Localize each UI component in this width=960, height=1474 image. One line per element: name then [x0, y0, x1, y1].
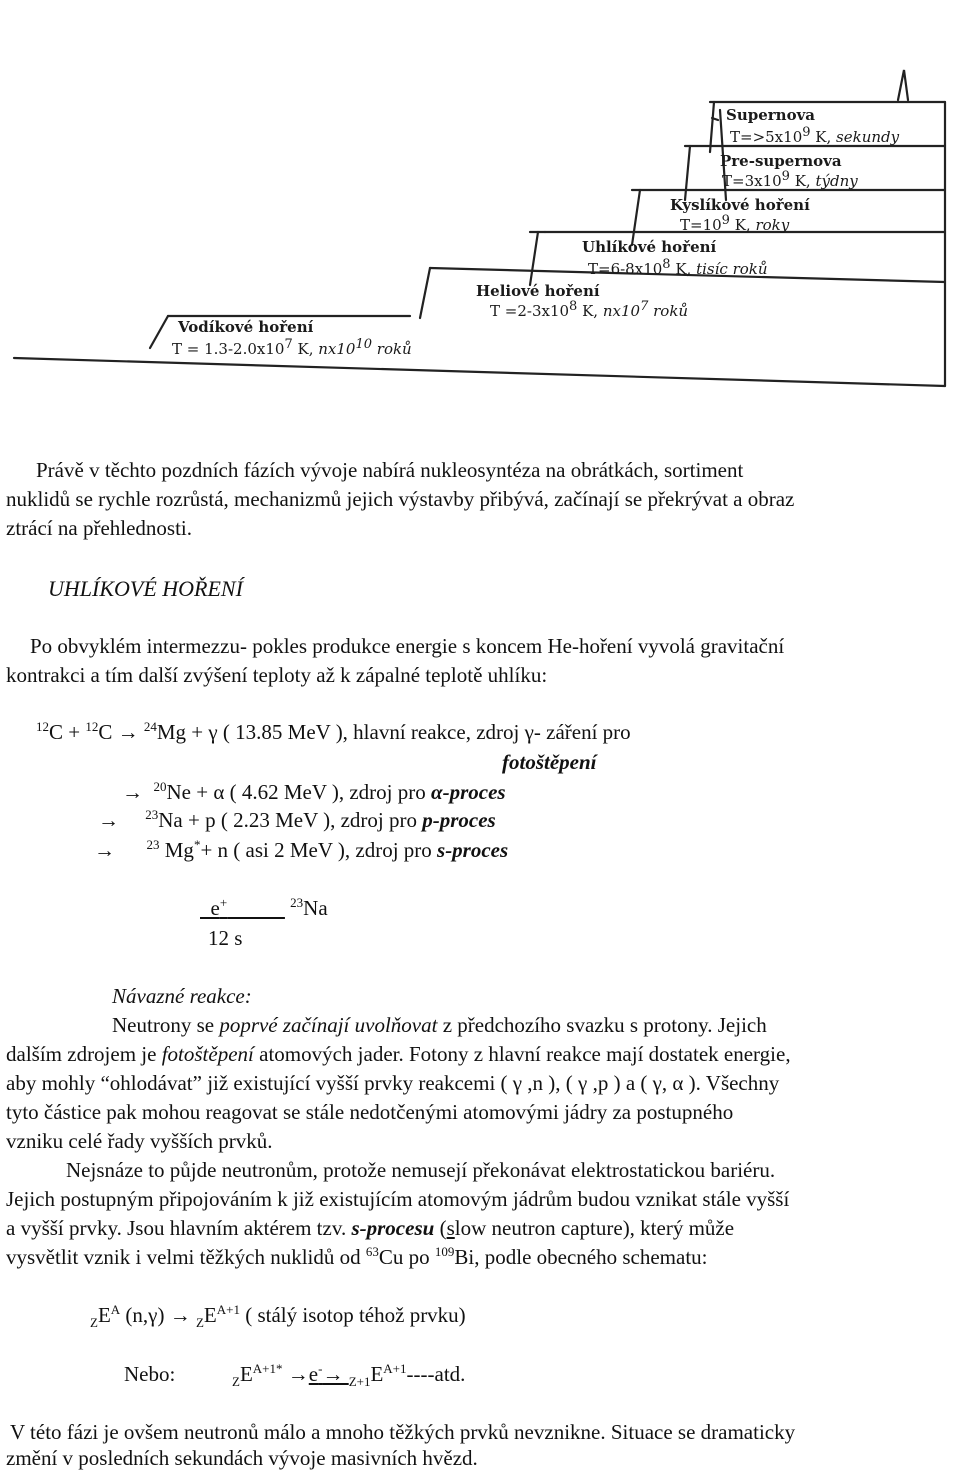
stage-title: Kyslíkové hoření — [670, 196, 810, 214]
stage-detail: $T=3x10^9$ K, týdny — [722, 169, 858, 190]
para-line: kontrakci a tím další zvýšení teploty až k zápalné teplotě uhlíku: — [6, 663, 548, 687]
para-line: Nejsnáze to půjde neutronům, protože nemusejí překonávat elektrostatickou bariéru. — [66, 1158, 776, 1182]
stage-detail: $T =2-3x10^8$ K, $nx10^7$ roků — [490, 299, 689, 320]
stellar-evolution-diagram — [0, 0, 960, 430]
decay-arrow: e+ $^{23}$Na — [210, 895, 328, 920]
para-line: a vyšší prvky. Jsou hlavním aktérem tzv. s-procesu (slow neutron capture), který může — [6, 1216, 735, 1240]
scheme-2: $_ZE^{A+1*} \to e^-\to _{Z+1}E^{A+1}----atd$. — [232, 1361, 466, 1390]
para-line: vysvětlit vznik i velmi těžkých nuklidů od $^{63}$Cu po $^{109}$Bi, podle obecného schematu: — [6, 1244, 708, 1269]
reaction-ne: → $^{20}$Ne + α ( 4.62 MeV ), zdroj pro α-proces — [122, 779, 506, 804]
scheme-1: $_ZE^A$ $(n,\gamma) \to _ZE^{A+1}$ ( stálý isotop téhož prvku) — [90, 1302, 466, 1331]
para-line: vzniku celé řady vyšších prvků. — [6, 1129, 273, 1153]
stage-title: Uhlíkové hoření — [582, 238, 717, 256]
scheme-2-label: Nebo: — [124, 1362, 176, 1386]
section-heading: UHLÍKOVÉ HOŘENÍ — [48, 576, 243, 601]
closing-line: V této fázi je ovšem neutronů málo a mnoho těžkých prvků nevznikne. Situace se dramaticky — [10, 1420, 796, 1444]
para-line: tyto částice pak mohou reagovat se stále nedotčenými atomovými jádry za postupného — [6, 1100, 734, 1124]
intro-line: Právě v těchto pozdních fázích vývoje nabírá nukleosyntéza na obrátkách, sortiment — [36, 458, 744, 482]
stage-detail: $T = 1.3-2.0x10^7$ K, $nx10^{10}$ roků — [172, 337, 412, 358]
staircase-lines — [0, 0, 960, 430]
decay-time: 12 s — [208, 926, 243, 950]
para-line: aby mohly “ohlodávat” již existující vyšší prvky reakcemi ( γ ,n ), ( γ ,p ) a ( γ, α ). Všechny — [6, 1071, 780, 1095]
intro-line: nuklidů se rychle rozrůstá, mechanizmů jejich výstavby přibývá, začínají se překrývat a obraz — [6, 487, 795, 511]
subheading: Návazné reakce: — [112, 984, 252, 1008]
stage-detail: $T=10^9$ K, roky — [680, 213, 790, 234]
para-line: Jejich postupným připojováním k již existujícím atomovým jádrům budou vznikat stále vyšší — [6, 1187, 790, 1211]
main-reaction: $^{12}$C + $^{12}$C → $^{24}$Mg + γ ( 13.85 MeV ), hlavní reakce, zdroj γ- záření pro — [36, 719, 631, 744]
para-line: Po obvyklém intermezzu- pokles produkce energie s koncem He-hoření vyvolá gravitační — [30, 634, 785, 658]
stage-title: Heliové hoření — [476, 282, 600, 300]
reaction-na: → $^{23}$Na + p ( 2.23 MeV ), zdroj pro p-proces — [98, 807, 496, 832]
stage-title: Pre-supernova — [720, 152, 842, 170]
para-line: dalším zdrojem je fotoštěpení atomových jader. Fotony z hlavní reakce mají dostatek energie, — [6, 1042, 791, 1066]
reaction-mg: → $^{23}$ Mg*+ n ( asi 2 MeV ), zdroj pro s-proces — [94, 837, 509, 862]
intro-line: ztrácí na přehlednosti. — [6, 516, 193, 540]
reaction-continuation: fotoštěpení — [502, 750, 597, 774]
stage-detail: $T=6-8x10^8$ K, tisíc roků — [588, 257, 768, 278]
stage-title: Supernova — [726, 106, 816, 124]
closing-line: změní v posledních sekundách vývoje masivních hvězd. — [6, 1446, 478, 1470]
stage-detail: $T=>5x10^9$ K, sekundy — [730, 125, 900, 146]
stage-title: Vodíkové hoření — [178, 318, 314, 336]
para-line: Neutrony se poprvé začínají uvolňovat z předchozího svazku s protony. Jejich — [112, 1013, 767, 1037]
